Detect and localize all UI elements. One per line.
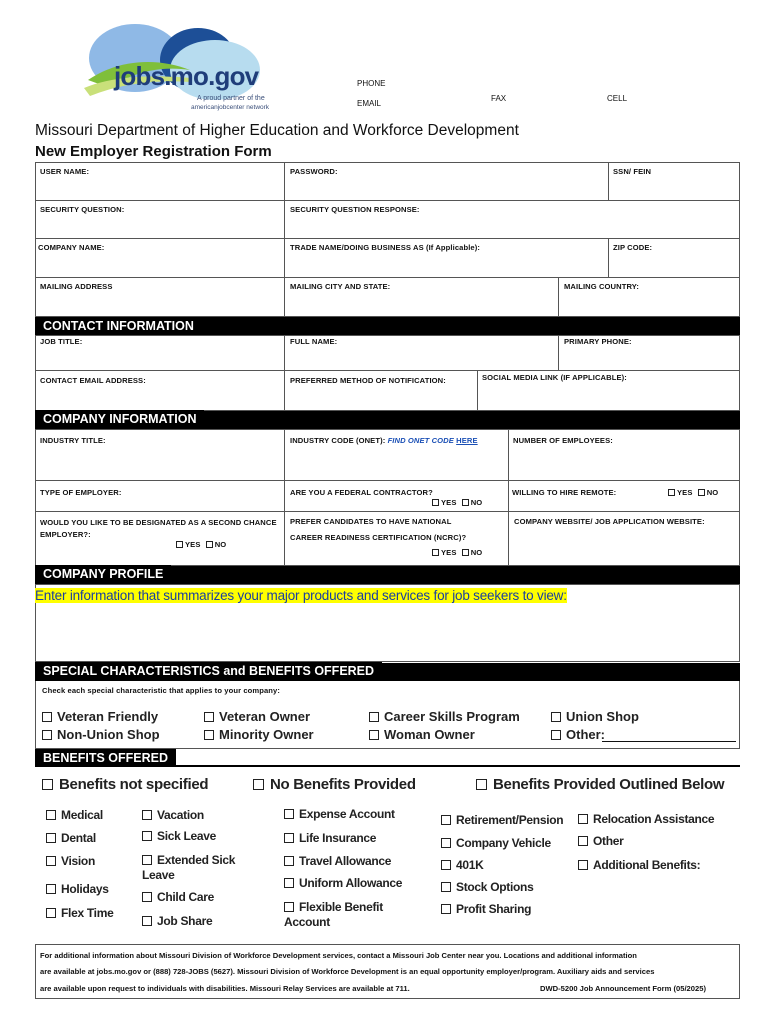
benefit-company-vehicle[interactable] <box>441 836 551 850</box>
no-benefits-option[interactable] <box>253 776 416 793</box>
career-skills-label: Career Skills Program <box>384 709 520 724</box>
special-instruction: Check each special characteristic that applies to your company: <box>42 686 280 695</box>
social-media-field[interactable]: SOCIAL MEDIA LINK (IF APPLICABLE): <box>482 373 627 382</box>
benefit-other-label: Other <box>593 834 624 848</box>
retirement-label: Retirement/Pension <box>456 813 564 827</box>
benefit-profit-sharing[interactable] <box>441 902 531 916</box>
footer-line-3: are available upon request to individuals with disabilities. Missouri Relay Services are available at 711. <box>40 984 410 993</box>
logo-tagline-2: americanjobcenter network <box>191 104 270 111</box>
benefit-401k[interactable] <box>441 858 484 872</box>
zip-code-field[interactable]: ZIP CODE: <box>613 243 653 252</box>
remote-no-label: NO <box>706 488 719 497</box>
user-name-field[interactable]: USER NAME: <box>40 167 90 176</box>
form-title: New Employer Registration Form <box>35 143 272 160</box>
federal-no-label: NO <box>470 498 483 507</box>
veteran-friendly-option[interactable] <box>42 709 158 724</box>
benefit-job-share[interactable] <box>142 914 212 928</box>
child-care-checkbox[interactable] <box>142 892 152 902</box>
minority-owner-option[interactable] <box>204 727 314 742</box>
number-employees-field[interactable]: NUMBER OF EMPLOYEES: <box>513 436 613 445</box>
additional-benefits-checkbox[interactable] <box>578 860 588 870</box>
trade-name-field[interactable]: TRADE NAME/DOING BUSINESS AS (If Applicable): <box>290 243 480 252</box>
industry-code-field[interactable] <box>290 436 478 445</box>
remote-no-checkbox[interactable] <box>698 489 705 496</box>
vacation-checkbox[interactable] <box>142 810 152 820</box>
benefit-sick-leave[interactable] <box>142 829 216 843</box>
veteran-friendly-checkbox[interactable] <box>42 712 52 722</box>
benefit-travel-allowance[interactable] <box>284 854 391 868</box>
no-benefits-checkbox[interactable] <box>253 779 264 790</box>
benefit-holidays[interactable] <box>46 882 109 896</box>
company-vehicle-checkbox[interactable] <box>441 838 451 848</box>
industry-code-label: INDUSTRY CODE (ONET): <box>290 436 386 445</box>
woman-owner-label: Woman Owner <box>384 727 475 742</box>
here-link[interactable]: HERE <box>456 436 478 445</box>
security-question-field[interactable]: SECURITY QUESTION: <box>40 205 125 214</box>
extended-sick-leave-label: Extended Sick Leave <box>142 853 236 882</box>
special-header: SPECIAL CHARACTERISTICS and BENEFITS OFFERED <box>35 662 382 680</box>
dental-checkbox[interactable] <box>46 833 56 843</box>
benefits-not-specified-checkbox[interactable] <box>42 779 53 790</box>
contact-email-field[interactable]: CONTACT EMAIL ADDRESS: <box>40 376 146 385</box>
notification-field[interactable]: PREFERRED METHOD OF NOTIFICATION: <box>290 376 446 385</box>
life-insurance-label: Life Insurance <box>299 831 377 845</box>
website-field[interactable]: COMPANY WEBSITE/ JOB APPLICATION WEBSITE: <box>514 517 705 526</box>
401k-label: 401K <box>456 858 484 872</box>
contact-header: CONTACT INFORMATION <box>35 317 202 335</box>
medical-checkbox[interactable] <box>46 810 56 820</box>
registration-grid <box>35 162 740 317</box>
remote-label: WILLING TO HIRE REMOTE: <box>512 488 617 497</box>
password-field[interactable]: PASSWORD: <box>290 167 338 176</box>
career-skills-option[interactable] <box>369 709 520 724</box>
other-label: Other: <box>566 727 605 742</box>
benefit-child-care[interactable] <box>142 890 214 904</box>
flex-time-label: Flex Time <box>61 906 114 920</box>
stock-options-checkbox[interactable] <box>441 882 451 892</box>
second-chance-yes-label: YES <box>185 540 201 549</box>
ncrc-options <box>432 548 482 557</box>
second-chance-no-checkbox[interactable] <box>206 541 213 548</box>
remote-options <box>668 488 718 497</box>
federal-yes-checkbox[interactable] <box>432 499 439 506</box>
sick-leave-checkbox[interactable] <box>142 831 152 841</box>
ncrc-yes-label: YES <box>441 548 457 557</box>
benefit-other[interactable] <box>578 834 624 848</box>
remote-yes-label: YES <box>677 488 693 497</box>
career-skills-checkbox[interactable] <box>369 712 379 722</box>
vision-checkbox[interactable] <box>46 856 56 866</box>
primary-phone-field[interactable]: PRIMARY PHONE: <box>564 337 632 346</box>
uniform-allowance-checkbox[interactable] <box>284 878 294 888</box>
medical-label: Medical <box>61 808 103 822</box>
non-union-checkbox[interactable] <box>42 730 52 740</box>
benefit-dental[interactable] <box>46 831 96 845</box>
company-grid <box>35 429 740 566</box>
job-share-label: Job Share <box>157 914 213 928</box>
dental-label: Dental <box>61 831 96 845</box>
other-option[interactable] <box>551 727 605 742</box>
mailing-address-field[interactable]: MAILING ADDRESS <box>40 282 113 291</box>
federal-yes-label: YES <box>441 498 457 507</box>
child-care-label: Child Care <box>157 890 215 904</box>
life-insurance-checkbox[interactable] <box>284 833 294 843</box>
type-employer-field[interactable]: TYPE OF EMPLOYER: <box>40 488 122 497</box>
uniform-allowance-label: Uniform Allowance <box>299 876 403 890</box>
federal-contractor-label: ARE YOU A FEDERAL CONTRACTOR? <box>290 488 433 497</box>
logo <box>80 18 310 118</box>
flex-time-checkbox[interactable] <box>46 908 56 918</box>
profit-sharing-label: Profit Sharing <box>456 902 532 916</box>
second-chance-label: WOULD YOU LIKE TO BE DESIGNATED AS A SECOND CHANCE EMPLOYER?: <box>40 518 277 539</box>
remote-yes-checkbox[interactable] <box>668 489 675 496</box>
minority-owner-label: Minority Owner <box>219 727 314 742</box>
extended-sick-leave-checkbox[interactable] <box>142 855 152 865</box>
veteran-owner-option[interactable] <box>204 709 310 724</box>
contact-grid <box>35 335 740 411</box>
ncrc-label-1: PREFER CANDIDATES TO HAVE NATIONAL <box>290 517 452 526</box>
holidays-label: Holidays <box>61 882 109 896</box>
form-id: DWD-5200 Job Announcement Form (05/2025) <box>540 984 706 993</box>
benefit-stock-options[interactable] <box>441 880 533 894</box>
flexible-account-checkbox[interactable] <box>284 902 294 912</box>
find-onet-code-link[interactable]: FIND ONET CODE <box>387 436 454 445</box>
flexible-account-label: Flexible Benefit Account <box>284 900 383 929</box>
relocation-label: Relocation Assistance <box>593 812 715 826</box>
expense-account-checkbox[interactable] <box>284 809 294 819</box>
benefit-vacation[interactable] <box>142 808 204 822</box>
federal-no-checkbox[interactable] <box>462 499 469 506</box>
benefit-flex-time[interactable] <box>46 906 113 920</box>
veteran-owner-checkbox[interactable] <box>204 712 214 722</box>
travel-allowance-label: Travel Allowance <box>299 854 392 868</box>
profit-sharing-checkbox[interactable] <box>441 904 451 914</box>
other-input-line[interactable] <box>602 741 736 742</box>
profile-header: COMPANY PROFILE <box>35 565 171 583</box>
ncrc-no-checkbox[interactable] <box>462 549 469 556</box>
401k-checkbox[interactable] <box>441 860 451 870</box>
phone-label: PHONE <box>357 79 386 88</box>
benefits-not-specified-option[interactable] <box>42 776 208 793</box>
benefits-outlined-checkbox[interactable] <box>476 779 487 790</box>
vacation-label: Vacation <box>157 808 204 822</box>
benefits-outlined-label: Benefits Provided Outlined Below <box>493 776 725 793</box>
additional-benefits-label: Additional Benefits: <box>593 858 701 872</box>
mailing-country-field[interactable]: MAILING COUNTRY: <box>564 282 639 291</box>
company-name-field[interactable]: COMPANY NAME: <box>38 243 105 252</box>
fax-label: FAX <box>491 94 507 103</box>
profile-prompt: Enter information that summarizes your major products and services for job seekers to view: <box>35 588 567 603</box>
job-title-field[interactable]: JOB TITLE: <box>40 337 83 346</box>
ncrc-label-2: CAREER READINESS CERTIFICATION (NCRC)? <box>290 533 467 542</box>
non-union-label: Non-Union Shop <box>57 727 160 742</box>
second-chance-no-label: NO <box>214 540 227 549</box>
woman-owner-option[interactable] <box>369 727 475 742</box>
vision-label: Vision <box>61 854 95 868</box>
full-name-field[interactable]: FULL NAME: <box>290 337 338 346</box>
veteran-friendly-label: Veteran Friendly <box>57 709 159 724</box>
minority-owner-checkbox[interactable] <box>204 730 214 740</box>
other-checkbox[interactable] <box>551 730 561 740</box>
benefits-outlined-option[interactable] <box>476 776 724 793</box>
department-title: Missouri Department of Higher Education and Workforce Development <box>35 122 519 139</box>
ncrc-yes-checkbox[interactable] <box>432 549 439 556</box>
second-chance-yes-checkbox[interactable] <box>176 541 183 548</box>
non-union-option[interactable] <box>42 727 160 742</box>
relocation-checkbox[interactable] <box>578 814 588 824</box>
benefit-retirement[interactable] <box>441 813 563 827</box>
benefit-life-insurance[interactable] <box>284 831 376 845</box>
benefits-header: BENEFITS OFFERED <box>35 749 176 767</box>
stock-options-label: Stock Options <box>456 880 534 894</box>
logo-tagline-1: A proud partner of the <box>197 95 265 102</box>
benefit-additional[interactable] <box>578 858 700 872</box>
benefit-other-checkbox[interactable] <box>578 836 588 846</box>
benefit-extended-sick-leave[interactable] <box>142 853 252 883</box>
holidays-checkbox[interactable] <box>46 884 56 894</box>
ncrc-no-label: NO <box>470 548 483 557</box>
benefit-flexible-account[interactable] <box>284 900 404 930</box>
benefit-vision[interactable] <box>46 854 95 868</box>
sick-leave-label: Sick Leave <box>157 829 217 843</box>
security-response-field[interactable]: SECURITY QUESTION RESPONSE: <box>290 205 420 214</box>
company-header: COMPANY INFORMATION <box>35 410 204 428</box>
footer-line-2: are available at jobs.mo.gov or (888) 728-JOBS (5627). Missouri Division of Workforce Development is an equal opportunity employer/program. Auxiliary aids and services <box>40 967 655 976</box>
benefits-band-line <box>35 765 740 767</box>
benefit-relocation[interactable] <box>578 812 714 826</box>
email-label: EMAIL <box>357 99 382 108</box>
logo-text: jobs.mo.gov <box>114 61 259 91</box>
benefits-not-specified-label: Benefits not specified <box>59 776 209 793</box>
job-share-checkbox[interactable] <box>142 916 152 926</box>
union-shop-option[interactable] <box>551 709 639 724</box>
second-chance-options <box>176 540 226 549</box>
benefit-uniform-allowance[interactable] <box>284 876 402 890</box>
retirement-checkbox[interactable] <box>441 815 451 825</box>
ssn-fein-field[interactable]: SSN/ FEIN <box>613 167 652 176</box>
expense-account-label: Expense Account <box>299 807 395 821</box>
union-shop-label: Union Shop <box>566 709 639 724</box>
travel-allowance-checkbox[interactable] <box>284 856 294 866</box>
benefit-medical[interactable] <box>46 808 103 822</box>
federal-contractor-options <box>432 498 482 507</box>
benefit-expense-account[interactable] <box>284 807 395 821</box>
no-benefits-label: No Benefits Provided <box>270 776 416 793</box>
cell-label: CELL <box>607 94 628 103</box>
union-shop-checkbox[interactable] <box>551 712 561 722</box>
company-vehicle-label: Company Vehicle <box>456 836 551 850</box>
mailing-city-field[interactable]: MAILING CITY AND STATE: <box>290 282 391 291</box>
veteran-owner-label: Veteran Owner <box>219 709 311 724</box>
footer-line-1: For additional information about Missouri Division of Workforce Development services, contact a Missouri Job Center near you. Locations and additional information <box>40 951 637 960</box>
industry-title-field[interactable]: INDUSTRY TITLE: <box>40 436 106 445</box>
woman-owner-checkbox[interactable] <box>369 730 379 740</box>
